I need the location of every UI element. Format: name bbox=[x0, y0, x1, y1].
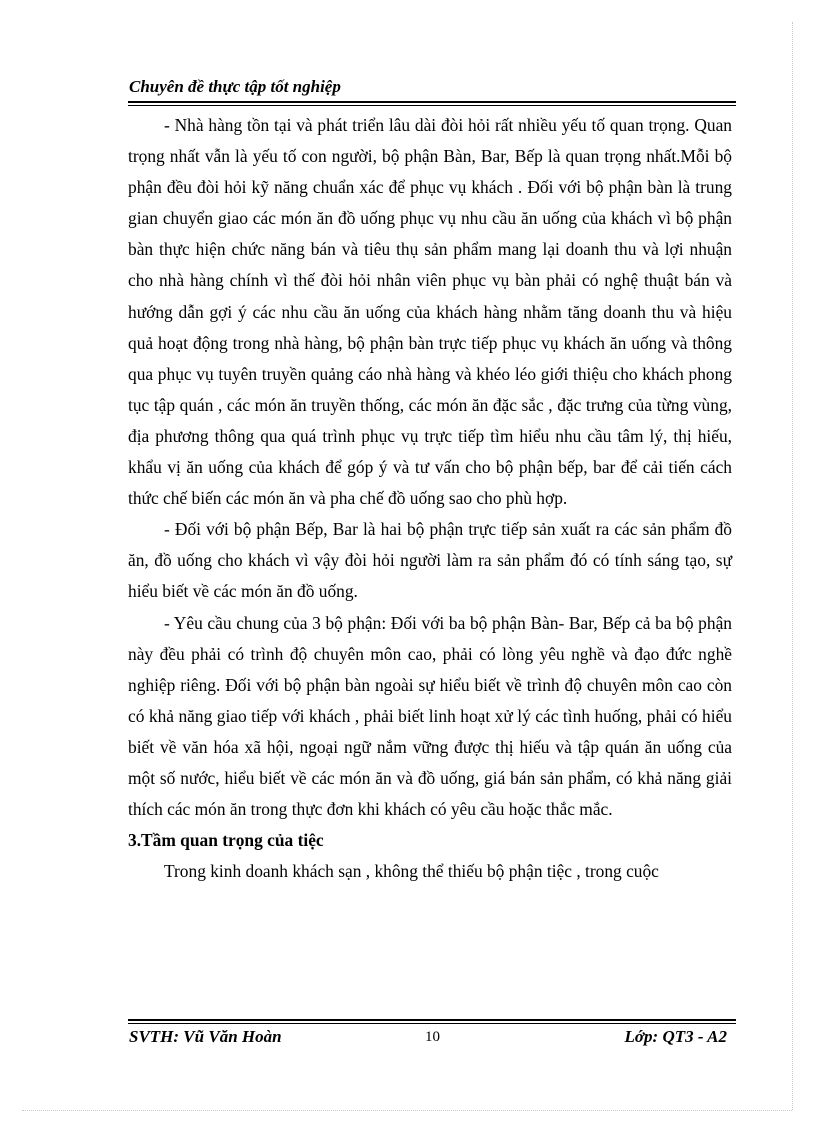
footer-class: Lớp: QT3 - A2 bbox=[624, 1027, 727, 1046]
header-rule bbox=[128, 101, 736, 106]
header-title: Chuyên đề thực tập tốt nghiệp bbox=[129, 77, 341, 96]
paragraph-4: Trong kinh doanh khách sạn , không thể thiếu bộ phận tiệc , trong cuộc bbox=[164, 861, 659, 882]
document-body bbox=[128, 110, 732, 887]
page-footer bbox=[129, 1026, 735, 1050]
page-header bbox=[129, 76, 735, 98]
paragraph-2: - Đối với bộ phận Bếp, Bar là hai bộ phận trực tiếp sản xuất ra các sản phẩm đồ ăn, đồ uống cho khách vì vậy đòi hỏi người làm ra sản phẩm đó có tính sáng tạo, sự hiểu biết về các món ăn đồ uống. bbox=[128, 519, 732, 602]
page-border-bottom bbox=[22, 1110, 792, 1111]
section-heading: 3.Tầm quan trọng của tiệc bbox=[128, 830, 324, 851]
page-number: 10 bbox=[425, 1029, 440, 1045]
footer-author: SVTH: Vũ Văn Hoàn bbox=[129, 1027, 282, 1046]
paragraph-1: - Nhà hàng tồn tại và phát triển lâu dài đòi hỏi rất nhiều yếu tố quan trọng. Quan trọng nhất vẫn là yếu tố con người, bộ phận Bàn, Bar, Bếp là quan trọng nhất.Mỗi bộ phận đều đòi hỏi kỹ năng chuẩn xác để phục vụ khách . Đối với bộ phận bàn là trung gian chuyển giao các món ăn đồ uống phục vụ nhu cầu ăn uống của khách vì bộ phận bàn thực hiện chức năng bán và tiêu thụ sản phẩm mang lại doanh thu và lợi nhuận cho nhà hàng chính vì thế đòi hỏi nhân viên phục vụ bàn phải có nghệ thuật bán và hướng dẫn gợi ý các nhu cầu ăn uống của khách hàng nhằm tăng doanh thu và hiệu quả hoạt động trong nhà hàng, bộ phận bàn trực tiếp phục vụ khách ăn uống và thông qua phục vụ tuyên truyền quảng cáo nhà hàng và khéo léo giới thiệu cho khách phong tục tập quán , các món ăn truyền thống, các món ăn đặc sắc , đặc trưng của từng vùng, địa phương thông qua quá trình phục vụ trực tiếp tìm hiểu nhu cầu tâm lý, thị hiếu, khẩu vị ăn uống của khách để góp ý và tư vấn cho bộ phận bếp, bar để cải tiến cách thức chế biến các món ăn và pha chế đồ uống sao cho phù hợp. bbox=[128, 115, 732, 509]
footer-rule bbox=[128, 1019, 736, 1024]
page-border-right bbox=[792, 22, 793, 1110]
paragraph-3: - Yêu cầu chung của 3 bộ phận: Đối với ba bộ phận Bàn- Bar, Bếp cả ba bộ phận này đều phải có trình độ chuyên môn cao, phải có lòng yêu nghề và đạo đức nghề nghiệp riêng. Đối với bộ phận bàn ngoài sự hiểu biết về trình độ chuyên môn cao còn có khả năng giao tiếp với khách , phải biết linh hoạt xử lý các tình huống, phải có hiểu biết về văn hóa xã hội, ngoại ngữ nắm vững được thị hiếu và tập quán ăn uống của một số nước, hiểu biết về các món ăn và đồ uống, giá bán sản phẩm, có khả năng giải thích các món ăn trong thực đơn khi khách có yêu cầu hoặc thắc mắc. bbox=[128, 612, 732, 820]
